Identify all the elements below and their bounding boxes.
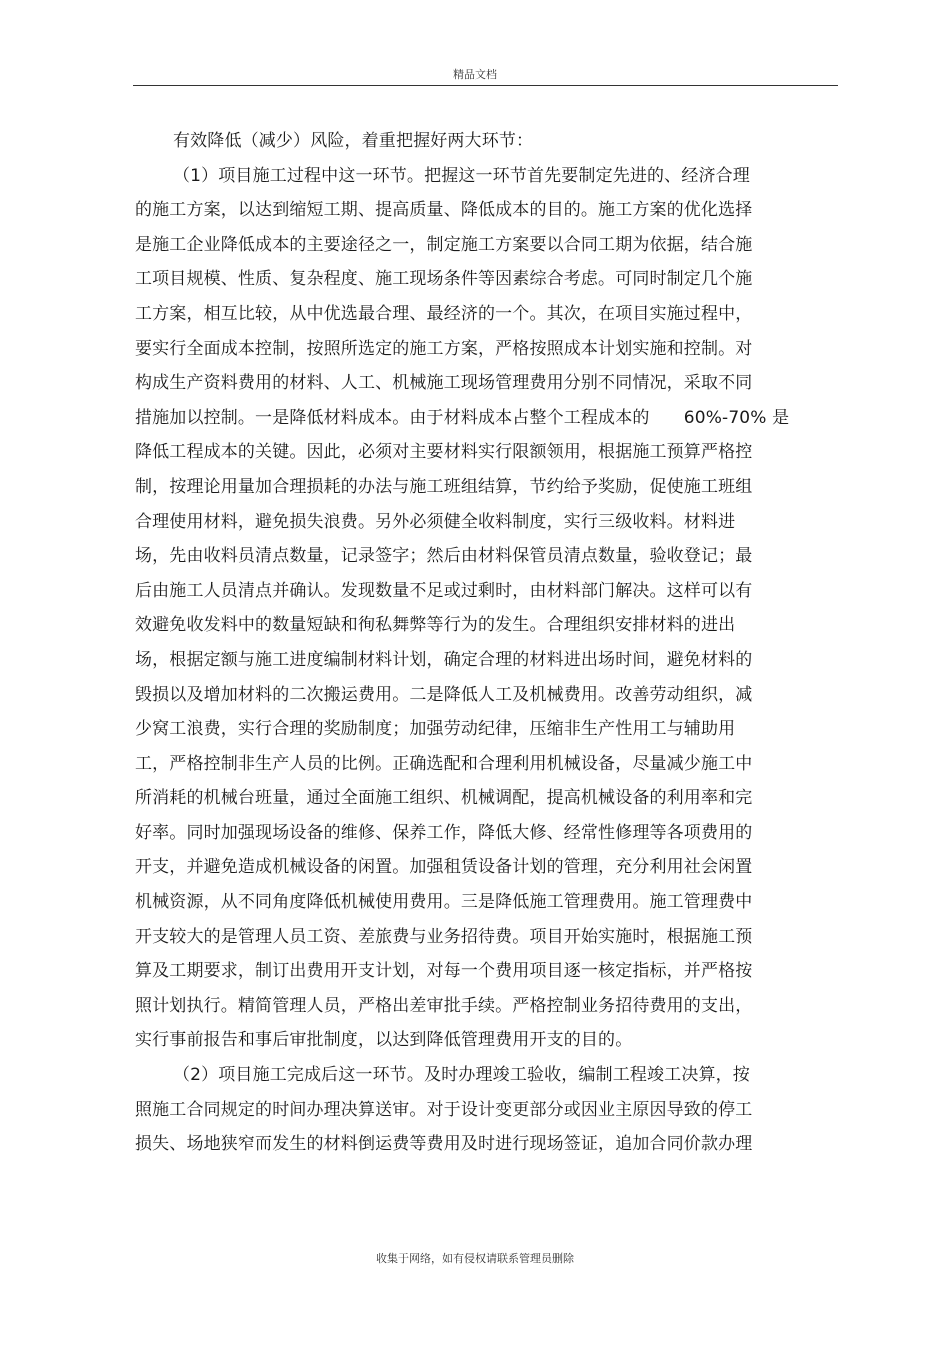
paragraph-1-line: 开支，并避免造成机械设备的闲置。加强租赁设备计划的管理，充分利用社会闲置: [135, 857, 753, 878]
paragraph-1-line: 工方案，相互比较，从中优选最合理、最经济的一个。其次，在项目实施过程中，: [135, 303, 753, 324]
paragraph-1-line: 制，按理论用量加合理损耗的办法与施工班组结算，节约给予奖励，促使施工班组: [135, 476, 753, 497]
paragraph-1-line: 后由施工人员清点并确认。发现数量不足或过剩时，由材料部门解决。这样可以有: [135, 580, 753, 601]
paragraph-1-line: 开支较大的是管理人员工资、差旅费与业务招待费。项目开始实施时，根据施工预: [135, 926, 753, 947]
paragraph-1-line: 机械资源，从不同角度降低机械使用费用。三是降低施工管理费用。施工管理费中: [135, 892, 753, 913]
document-body: [135, 124, 835, 1162]
paragraph-1-line: 算及工期要求，制订出费用开支计划，对每一个费用项目逐一核定指标，并严格按: [135, 961, 753, 982]
paragraph-1-line: 合理使用材料，避免损失浪费。另外必须健全收料制度，实行三级收料。材料进: [135, 511, 736, 532]
paragraph-1-line: 工，严格控制非生产人员的比例。正确选配和合理利用机械设备，尽量减少施工中: [135, 753, 753, 774]
paragraph-1-line: 要实行全面成本控制，按照所选定的施工方案，严格按照成本计划实施和控制。对: [135, 338, 753, 359]
paragraph-2-line: 损失、场地狭窄而发生的材料倒运费等费用及时进行现场签证，追加合同价款办理: [135, 1134, 753, 1155]
paragraph-1-line: 毁损以及增加材料的二次搬运费用。二是降低人工及机械费用。改善劳动组织，减: [135, 684, 753, 705]
paragraph-1-line: 构成生产资料费用的材料、人工、机械施工现场管理费用分别不同情况，采取不同: [135, 373, 753, 394]
paragraph-2-line: 照施工合同规定的时间办理决算送审。对于设计变更部分或因业主原因导致的停工: [135, 1099, 753, 1120]
paragraph-2-line: （2）项目施工完成后这一环节。及时办理竣工验收，编制工程竣工决算，按: [173, 1065, 750, 1086]
paragraph-1-line: 少窝工浪费，实行合理的奖励制度；加强劳动纪律，压缩非生产性用工与辅助用: [135, 719, 736, 740]
paragraph-1-line: 是施工企业降低成本的主要途径之一，制定施工方案要以合同工期为依据，结合施: [135, 234, 753, 255]
paragraph-1-line: 实行事前报告和事后审批制度，以达到降低管理费用开支的目的。: [135, 1030, 633, 1051]
paragraph-1-line: 所消耗的机械台班量，通过全面施工组织、机械调配，提高机械设备的利用率和完: [135, 788, 753, 809]
paragraph-intro-line: 有效降低（减少）风险，着重把握好两大环节：: [173, 131, 534, 151]
paragraph-1-line: 照计划执行。精简管理人员，严格出差审批手续。严格控制业务招待费用的支出，: [135, 995, 753, 1016]
paragraph-1-line: 好率。同时加强现场设备的维修、保养工作，降低大修、经常性修理等各项费用的: [135, 822, 753, 843]
header-divider: [133, 85, 838, 86]
paragraph-1-line: 措施加以控制。一是降低材料成本。由于材料成本占整个工程成本的 60%-70% 是: [135, 407, 790, 428]
paragraph-1-line: 效避免收发料中的数量短缺和徇私舞弊等行为的发生。合理组织安排材料的进出: [135, 615, 736, 636]
paragraph-1-line: 降低工程成本的关键。因此，必须对主要材料实行限额领用，根据施工预算严格控: [135, 442, 753, 463]
paragraph-1-line: 工项目规模、性质、复杂程度、施工现场条件等因素综合考虑。可同时制定几个施: [135, 269, 753, 290]
paragraph-1-line: 的施工方案，以达到缩短工期、提高质量、降低成本的目的。施工方案的优化选择: [135, 200, 753, 221]
header-text: 精品文档: [453, 68, 497, 81]
paragraph-1-line: （1）项目施工过程中这一环节。把握这一环节首先要制定先进的、经济合理: [173, 165, 750, 186]
paragraph-1-line: 场，先由收料员清点数量，记录签字；然后由材料保管员清点数量，验收登记；最: [135, 546, 753, 567]
paragraph-1-line: 场，根据定额与施工进度编制材料计划，确定合理的材料进出场时间，避免材料的: [135, 649, 753, 670]
footer-text: 收集于网络，如有侵权请联系管理员删除: [376, 1252, 574, 1265]
